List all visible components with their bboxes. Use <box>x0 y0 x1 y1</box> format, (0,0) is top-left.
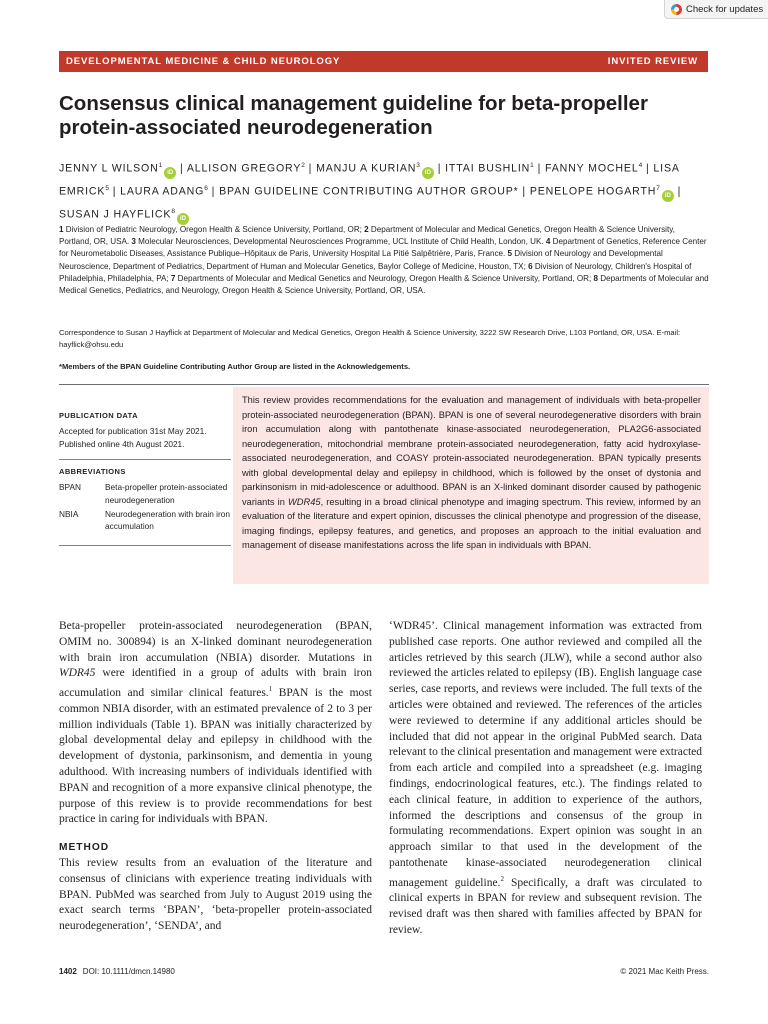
journal-header-bar <box>59 51 708 72</box>
reference-marker[interactable]: 1 <box>268 685 273 694</box>
author-name: JENNY L WILSON <box>59 162 159 175</box>
page-number: 1402 <box>59 967 77 976</box>
method-paragraph-continued <box>389 619 702 939</box>
author-affil-marker: 2 <box>301 162 305 169</box>
orcid-icon[interactable]: iD <box>422 167 434 179</box>
affil-text: Division of Neurology, Children's Hospital of Philadelphia, Philadelphia, PA; <box>59 261 692 283</box>
author-separator: | <box>673 185 682 198</box>
affil-text: Departments of Molecular and Medical Genetics, Pediatrics, and Neurology, Oregon Health & Science University, Portland, OR, USA. <box>59 273 709 296</box>
body-text: were identified in a group of adults with brain iron accumulation and similar clinical features. <box>59 667 372 700</box>
author-separator: | <box>108 185 121 198</box>
reference-marker[interactable]: 2 <box>500 874 504 883</box>
body-text: ‘WDR45’. Clinical management information was extracted from published case reports. One author reviewed and compiled all the articles retrieved by this search (JLW), while a second author also reviewed the articles related to epilepsy (IB). English language case series, case reports, and reviews were included. The full texts of the articles were obtained and reviewed. The references of the articles were reviewed to determine if any additional articles should be included that did not appear in the original PubMed search. Data relevant to the clinical presentation and management were extracted from each article and compiled into a spreadsheet (e.g. imaging findings, endocrinological features, etc.). The findings related to each clinical feature, in addition to experience of the authors, informed the descriptions and consensus of the group in formulating recommendations. Expert opinion was sought in an approach similar to that used in the development of the pantothenate kinase-associated neurodegeneration clinical management guideline. <box>389 620 702 889</box>
copyright: © 2021 Mac Keith Press. <box>620 967 709 976</box>
author-separator: | <box>533 162 545 175</box>
author-name: ALLISON GREGORY <box>186 162 302 175</box>
author-separator: | <box>207 185 220 198</box>
method-paragraph: This review results from an evaluation of the literature and consensus of clinicians with experience treating individuals with BPAN. PubMed was searched from July to August 2019 using the exact search terms ‘BPAN’, ‘beta-propeller protein-associated neurodegeneration’, ‘SENDA’, and <box>59 856 372 933</box>
affil-text: Division of Neurology and Developmental Neuroscience, Department of Pediatrics, Department of Human and Molecular Genetics, Baylor College of Medicine, Houston, TX; <box>59 249 663 271</box>
abstract-text: This review provides recommendations for the evaluation and management of individuals with beta-propeller protein-associated neurodegeneration (BPAN). BPAN is one of several neurodegenerative disorders with brain iron accumulation along with pantothenate kinase-associated neurodegeneration, PLA2G6-associated neurodegeneration, mitochondrial membrane protein-associated neurodegeneration, fatty acid hydroxylase-associated neurodegeneration, and COASY protein-associated neurodegeneration. BPAN typically presents with global developmental delay and epilepsy in childhood, which is followed by the onset of dystonia and parkinsonism in mid-adolescence or adulthood. BPAN is an X-linked dominant disorder caused by pathogenic variants in <box>242 395 701 507</box>
orcid-icon[interactable]: iD <box>177 213 189 225</box>
affil-text: Department of Molecular and Medical Genetics, Oregon Health & Science University, Portland, OR, USA. <box>59 225 675 247</box>
divider <box>59 459 231 460</box>
orcid-icon[interactable]: iD <box>164 167 176 179</box>
author-affil-marker: 3 <box>416 162 420 169</box>
affil-number: 3 <box>131 237 136 247</box>
author-affil-marker: 7 <box>656 185 660 193</box>
abstract-text: , resulting in a broad clinical phenotype and imaging spectrum. This review, informed by an evaluation of the literature and expert opinion, discusses the clinical phenotype and progression of the disease, imaging findings, epilepsy features, and genetics, and proposes an approach to the initial evaluation and management of disease manifestations across the life span in individuals with BPAN. <box>242 496 701 550</box>
author-affil-marker: 8 <box>171 208 175 216</box>
gene-name: WDR45 <box>288 496 321 507</box>
author-group: BPAN GUIDELINE CONTRIBUTING AUTHOR GROUP* <box>219 185 519 198</box>
page-footer-left <box>59 967 175 976</box>
body-text: Beta-propeller protein-associated neurodegeneration (BPAN, OMIM no. 300894) is an X-linked dominant neurodegeneration with brain iron accumulation (NBIA) disorder. Mutations in <box>59 620 372 664</box>
author-separator: | <box>433 162 446 175</box>
abbreviation-term: BPAN <box>59 482 81 493</box>
author-name: SUSAN J HAYFLICK <box>59 208 172 221</box>
abbreviations-heading: ABBREVIATIONS <box>59 467 126 476</box>
body-text: BPAN is the most common NBIA disorder, with an estimated prevalence of 2 to 3 per million individuals (Table 1). BPAN was initially characterized by global developmental delay and epilepsy in childhood with the development of dystonia, parkinsonism, and dementia in young adulthood. With increasing numbers of individuals identified with BPAN and recognition of a more expansive clinical phenotype, the purpose of this review is to provide recommendations for best practice in caring for individuals with BPAN. <box>59 687 372 826</box>
accepted-date: Accepted for publication 31st May 2021. <box>59 426 207 437</box>
affil-text: Molecular Neurosciences, Developmental Neurosciences Programme, UCL Institute of Child Health, London, UK. <box>135 237 546 247</box>
author-name: LISA EMRICK <box>59 162 680 198</box>
journal-name: DEVELOPMENTAL MEDICINE & CHILD NEUROLOGY <box>66 56 341 67</box>
author-separator: | <box>176 162 187 175</box>
orcid-icon[interactable]: iD <box>662 190 674 202</box>
doi-link[interactable]: DOI: 10.1111/dmcn.14980 <box>82 967 175 976</box>
author-name: PENELOPE HOGARTH <box>529 185 657 198</box>
author-separator: | <box>642 162 654 175</box>
affil-number: 8 <box>593 273 598 283</box>
affil-number: 5 <box>507 249 513 259</box>
author-list <box>59 156 714 225</box>
author-name: LAURA ADANG <box>120 185 205 198</box>
publication-data <box>59 410 231 450</box>
affiliations <box>59 224 709 297</box>
body-column-left <box>59 619 372 935</box>
section-heading-method: METHOD <box>59 842 110 854</box>
affil-text: Department of Genetics, Reference Center for Neurometabolic Diseases, Assistance Publique–Hôpitaux de Paris, University Hospital La Pitié Salpêtrière, Paris, France. <box>59 237 707 259</box>
affil-number: 4 <box>545 237 551 247</box>
author-affil-marker: 1 <box>158 162 163 169</box>
article-type: INVITED REVIEW <box>607 56 698 67</box>
author-affil-marker: 4 <box>638 162 643 169</box>
affil-number: 7 <box>170 273 176 283</box>
affil-number: 1 <box>59 225 64 234</box>
abbreviations <box>59 466 231 532</box>
article-title: Consensus clinical management guideline for beta-propeller protein-associated neurodegeneration <box>59 92 648 139</box>
crossmark-icon <box>671 4 682 15</box>
body-text: Specifically, a draft was circulated to clinical experts in BPAN for review and subsequent revision. The revised draft was then shared with families affected by BPAN for review. <box>389 876 703 936</box>
author-affil-marker: 1 <box>530 162 534 169</box>
published-date: Published online 4th August 2021. <box>59 438 185 449</box>
author-affil-marker: 6 <box>204 185 208 193</box>
author-name: FANNY MOCHEL <box>544 162 639 175</box>
publication-data-heading: PUBLICATION DATA <box>59 411 138 420</box>
affil-number: 2 <box>364 225 369 234</box>
check-for-updates-button[interactable] <box>664 0 768 19</box>
intro-paragraph <box>59 619 372 828</box>
affil-text: Division of Pediatric Neurology, Oregon Health & Science University, Portland, OR; <box>63 225 365 234</box>
abbreviation-row <box>59 508 231 533</box>
check-for-updates-label: Check for updates <box>686 3 764 15</box>
abbreviation-definition: Neurodegeneration with brain iron accumulation <box>105 508 230 532</box>
abbreviation-row <box>59 481 231 506</box>
author-separator: | <box>304 162 317 175</box>
gene-name: WDR45 <box>59 667 96 680</box>
affil-number: 6 <box>528 261 533 271</box>
abstract <box>233 387 709 584</box>
abbreviation-term: NBIA <box>59 508 79 519</box>
abbreviation-definition: Beta-propeller protein-associated neurodegeneration <box>105 482 228 505</box>
affil-text: Departments of Molecular and Medical Genetics and Neurology, Oregon Health & Science University, Portland, OR; <box>175 273 594 283</box>
divider <box>59 545 231 546</box>
members-note: *Members of the BPAN Guideline Contributing Author Group are listed in the Acknowledgements. <box>59 362 411 371</box>
author-affil-marker: 5 <box>105 185 109 193</box>
author-name: MANJU A KURIAN <box>316 162 417 175</box>
author-name: ITTAI BUSHLIN <box>445 162 531 175</box>
body-column-right <box>389 619 702 939</box>
correspondence: Correspondence to Susan J Hayflick at Department of Molecular and Medical Genetics, Oregon Health & Science University, 3222 SW Research Drive, L103 Portland, OR, USA. E-mail: hayflick@ohsu.edu <box>59 328 681 349</box>
divider <box>59 384 709 385</box>
author-separator: | <box>518 185 530 198</box>
